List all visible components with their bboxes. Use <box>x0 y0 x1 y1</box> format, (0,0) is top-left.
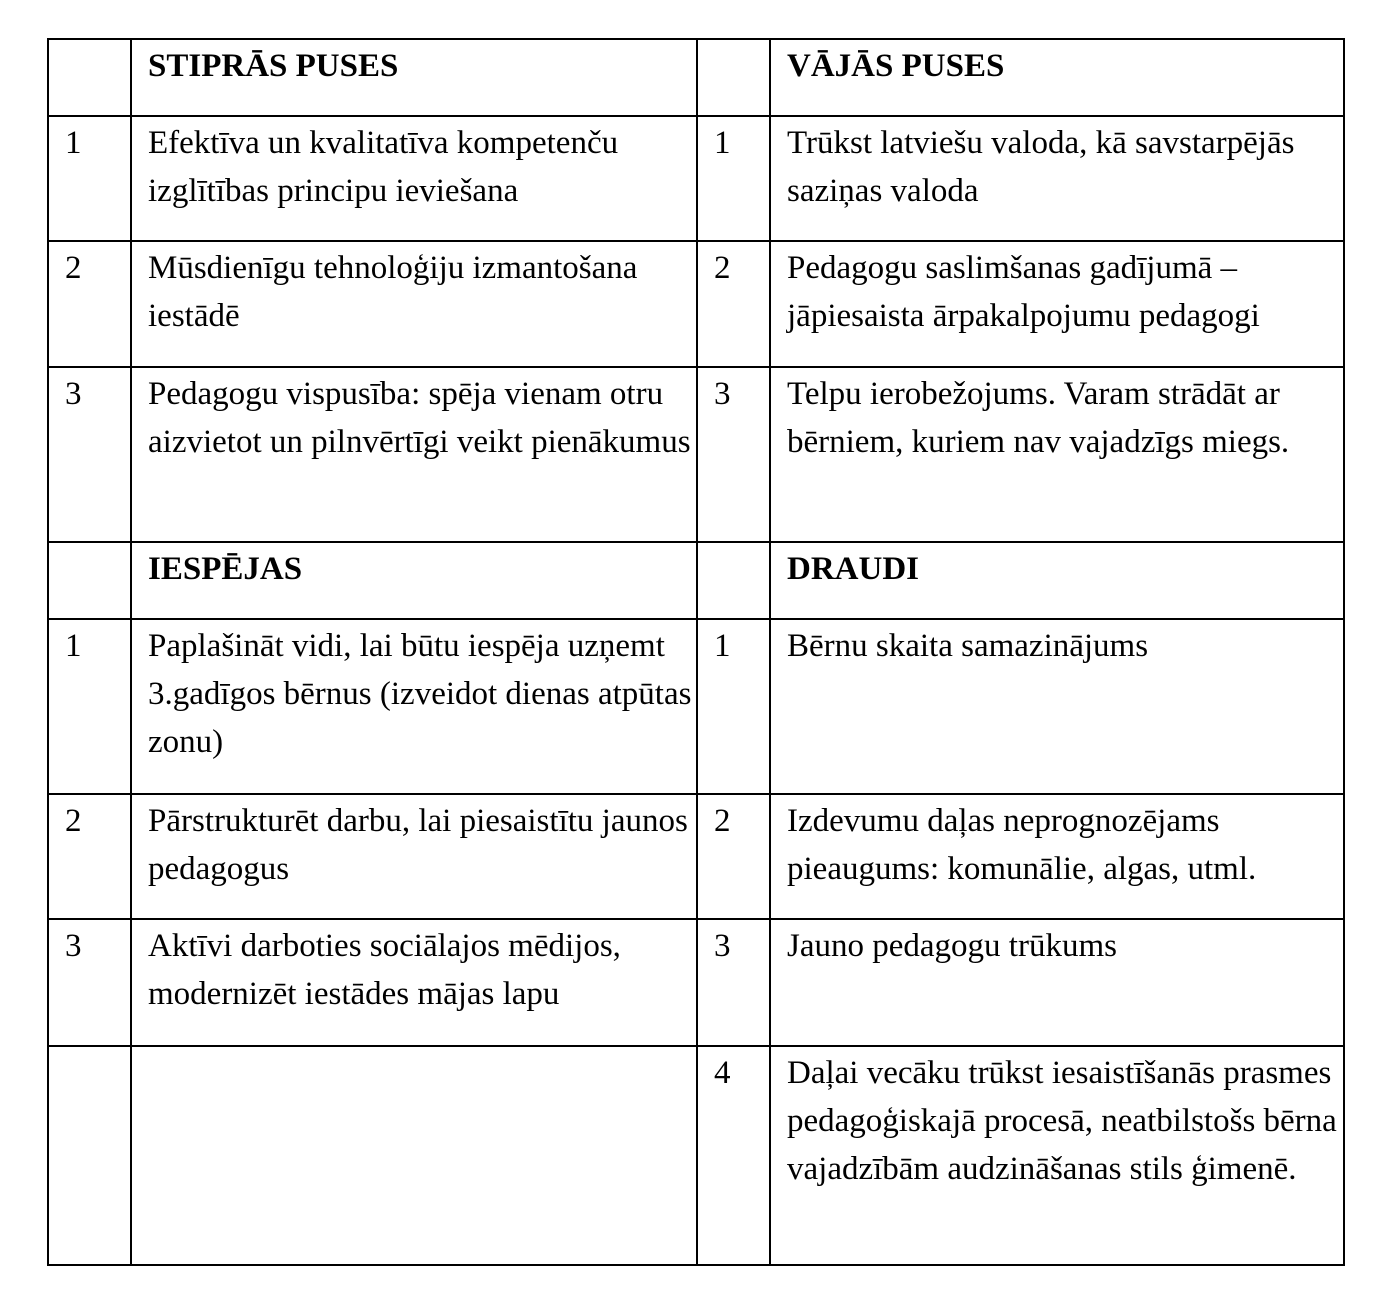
weakness-number: 3 <box>697 367 770 542</box>
empty-cell <box>697 39 770 116</box>
threat-number: 4 <box>697 1046 770 1265</box>
threat-text: Izdevumu daļas neprognozējams pieaugums: komunālie, algas, utml. <box>770 794 1344 919</box>
table-row <box>48 542 1344 619</box>
weakness-text: Pedagogu saslimšanas gadījumā – jāpiesaista ārpakalpojumu pedagogi <box>770 241 1344 367</box>
opportunity-text: Aktīvi darboties sociālajos mēdijos, modernizēt iestādes mājas lapu <box>131 919 697 1046</box>
empty-cell <box>48 1046 131 1265</box>
swot-table <box>47 38 1345 1266</box>
threat-text: Daļai vecāku trūkst iesaistīšanās prasmes pedagoģiskajā procesā, neatbilstošs bērna vajadzībām audzināšanas stils ģimenē. <box>770 1046 1344 1265</box>
weakness-number: 1 <box>697 116 770 241</box>
table-row <box>48 367 1344 542</box>
strength-text: Mūsdienīgu tehnoloģiju izmantošana iestādē <box>131 241 697 367</box>
table-row <box>48 919 1344 1046</box>
empty-cell <box>131 1046 697 1265</box>
opportunity-text: Pārstrukturēt darbu, lai piesaistītu jaunos pedagogus <box>131 794 697 919</box>
table-row <box>48 116 1344 241</box>
weakness-text: Telpu ierobežojums. Varam strādāt ar bērniem, kuriem nav vajadzīgs miegs. <box>770 367 1344 542</box>
threat-number: 2 <box>697 794 770 919</box>
opportunity-text: Paplašināt vidi, lai būtu iespēja uzņemt 3.gadīgos bērnus (izveidot dienas atpūtas zonu) <box>131 619 697 794</box>
empty-cell <box>697 542 770 619</box>
strength-text: Pedagogu vispusība: spēja vienam otru aizvietot un pilnvērtīgi veikt pienākumus <box>131 367 697 542</box>
table-row <box>48 241 1344 367</box>
threats-heading: DRAUDI <box>770 542 1344 619</box>
opportunities-heading: IESPĒJAS <box>131 542 697 619</box>
opportunity-number: 1 <box>48 619 131 794</box>
strength-text: Efektīva un kvalitatīva kompetenču izglītības principu ieviešana <box>131 116 697 241</box>
threat-number: 1 <box>697 619 770 794</box>
table-row <box>48 619 1344 794</box>
threat-text: Jauno pedagogu trūkums <box>770 919 1344 1046</box>
opportunity-number: 3 <box>48 919 131 1046</box>
table-row <box>48 1046 1344 1265</box>
opportunity-number: 2 <box>48 794 131 919</box>
threat-number: 3 <box>697 919 770 1046</box>
table-row <box>48 794 1344 919</box>
strength-number: 3 <box>48 367 131 542</box>
strength-number: 2 <box>48 241 131 367</box>
strength-number: 1 <box>48 116 131 241</box>
strengths-heading: STIPRĀS PUSES <box>131 39 697 116</box>
empty-cell <box>48 39 131 116</box>
weakness-text: Trūkst latviešu valoda, kā savstarpējās saziņas valoda <box>770 116 1344 241</box>
threat-text: Bērnu skaita samazinājums <box>770 619 1344 794</box>
empty-cell <box>48 542 131 619</box>
weakness-number: 2 <box>697 241 770 367</box>
weaknesses-heading: VĀJĀS PUSES <box>770 39 1344 116</box>
table-row <box>48 39 1344 116</box>
